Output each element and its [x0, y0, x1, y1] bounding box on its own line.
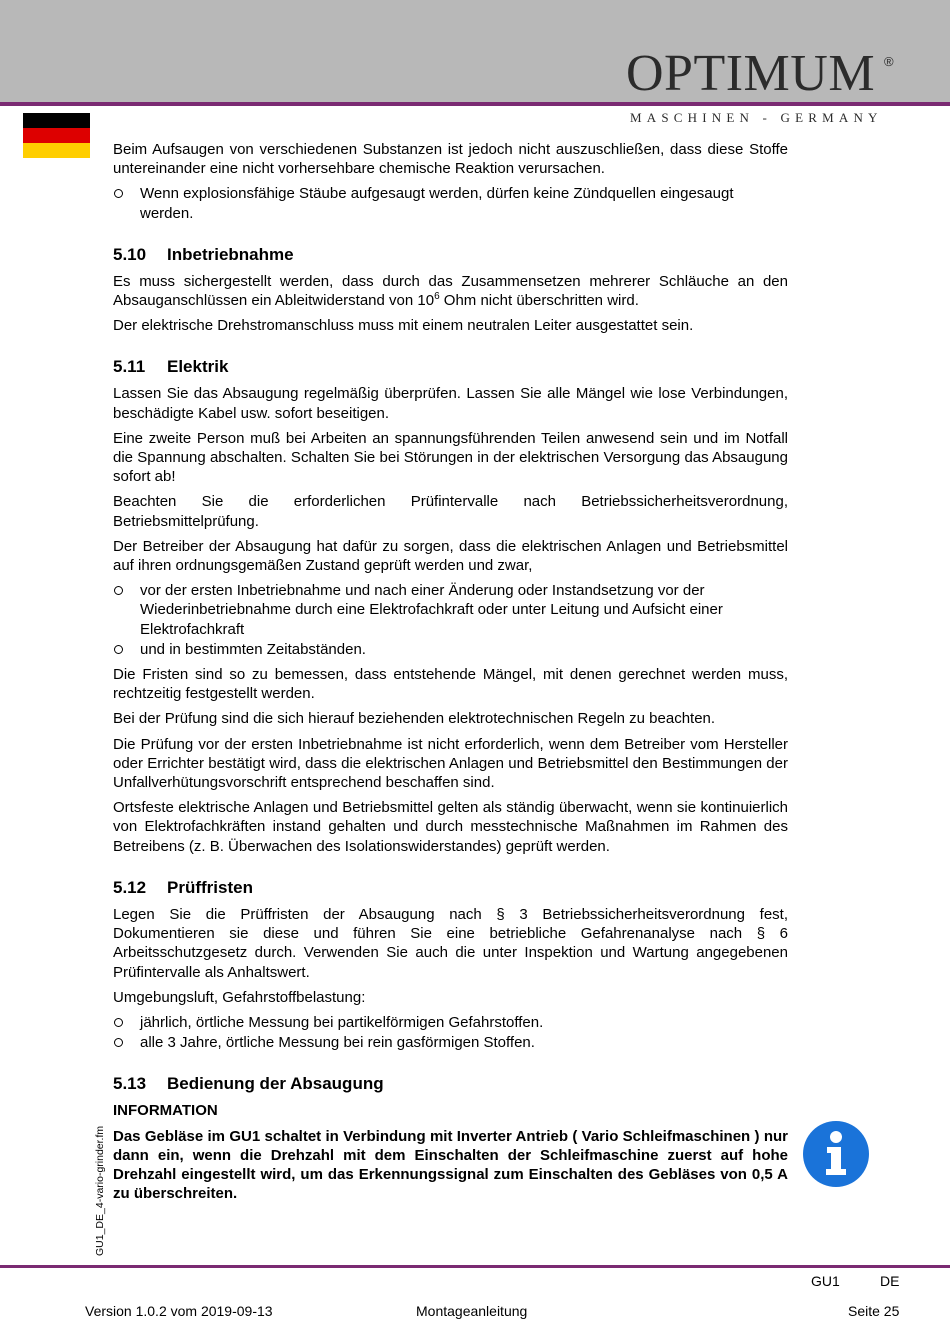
flag-stripe-black: [23, 113, 90, 128]
brand-subtitle: MASCHINEN - GERMANY: [630, 110, 883, 125]
paragraph-text: Ohm nicht überschritten wird.: [439, 292, 639, 310]
paragraph: Umgebungsluft, Gefahrstoffbelastung:: [113, 988, 366, 1006]
german-flag-icon: [23, 113, 90, 158]
paragraph: Lassen Sie das Absaugung regelmäßig überprüfen. Lassen Sie alle Mängel wie lose Verbindungen, beschädigte Kabel usw. sofort beseitigen.: [113, 385, 788, 422]
footer-page-number: Seite 25: [848, 1303, 900, 1319]
bullet-icon: [114, 189, 123, 198]
section-heading-5-11: [113, 356, 788, 378]
bullet-icon: [114, 586, 123, 595]
footer-doc-type: Montageanleitung: [416, 1303, 528, 1319]
section-title: Prüffristen: [167, 877, 253, 897]
flag-stripe-red: [23, 128, 90, 143]
paragraph: Eine zweite Person muß bei Arbeiten an spannungsführenden Teilen anwesend sein und im Notfall die Spannung abschalten. Schalten Sie bei Störungen in der elektrischen Versorgung das Absaugung sofort ab!: [113, 429, 788, 486]
section-heading-5-13: [113, 1073, 788, 1095]
paragraph: Der Betreiber der Absaugung hat dafür zu sorgen, dass die elektrischen Anlagen und Betriebsmittel auf ihren ordnungsgemäßen Zustand geprüft werden und zwar,: [113, 537, 788, 575]
section-title: Bedienung der Absaugung: [167, 1074, 384, 1094]
paragraph: Beachten Sie die erforderlichen Prüfintervalle nach Betriebssicherheitsverordnung, Betriebsmittelprüfung.: [113, 493, 788, 530]
footer-language: DE: [880, 1273, 900, 1289]
section-title: Elektrik: [167, 357, 229, 377]
bullet-icon: [114, 1018, 123, 1027]
paragraph: Die Fristen sind so zu bemessen, dass entstehende Mängel, mit denen gerechnet werden muss, rechtzeitig festgestellt werden.: [113, 666, 788, 703]
footer-version: Version 1.0.2 vom 2019-09-13: [85, 1303, 273, 1319]
paragraph: Legen Sie die Prüffristen der Absaugung nach § 3 Betriebssicherheitsverordnung fest, Dokumentieren sie diese und führen Sie eine betriebliche Gefahrenanalyse nach § 6 Arbeitsschutzgesetz durch. Verwenden Sie auch die unter Inspektion und Wartung angegebenen Prüfintervalle als Anhaltswert.: [113, 905, 788, 981]
list-item: [113, 640, 788, 659]
paragraph: [113, 272, 788, 310]
list-item-text: vor der ersten Inbetriebnahme und nach einer Änderung oder Instandsetzung vor der Wiederinbetriebnahme durch eine Elektrofachkraft oder unter Leitung und Aufsicht einer Elektrofachkraft: [140, 582, 723, 638]
bullet-icon: [114, 1038, 123, 1047]
footer-model: GU1: [811, 1273, 840, 1289]
header-divider: [0, 102, 950, 106]
document-file-label: GU1_DE_4-vario-grinder.fm: [94, 1125, 106, 1256]
section-number: 5.11: [113, 357, 146, 377]
paragraph: Bei der Prüfung sind die sich hierauf beziehenden elektrotechnischen Regeln zu beachten.: [113, 710, 716, 728]
paragraph: Der elektrische Drehstromanschluss muss mit einem neutralen Leiter ausgestattet sein.: [113, 317, 694, 335]
info-icon: [802, 1120, 870, 1188]
brand-registered-mark: ®: [884, 54, 894, 69]
list-item: [113, 581, 788, 639]
list-item: [113, 184, 788, 222]
section-number: 5.10: [113, 244, 147, 264]
bullet-list: [113, 1013, 788, 1052]
exponent: 6: [434, 291, 440, 303]
paragraph: Ortsfeste elektrische Anlagen und Betriebsmittel gelten als ständig überwacht, wenn sie kontinuierlich von Elektrofachkräften instand gehalten und durch messtechnische Maßnahmen im Rahmen des Betreibens (z. B. Überwachen des Isolationswiderstandes) geprüft werden.: [113, 799, 788, 855]
section-heading-5-12: [113, 877, 788, 899]
flag-stripe-gold: [23, 143, 90, 158]
list-item-text: Wenn explosionsfähige Stäube aufgesaugt werden, dürfen keine Zündquellen eingesaugt werden.: [140, 185, 734, 222]
footer-divider: [0, 1265, 950, 1268]
intro-paragraph: Beim Aufsaugen von verschiedenen Substanzen ist jedoch nicht auszuschließen, dass diese Stoffe untereinander eine nicht vorhersehbare chemische Reaktion verursachen.: [113, 141, 788, 178]
section-title: Inbetriebnahme: [167, 244, 294, 264]
section-number: 5.12: [113, 877, 147, 897]
list-item: [113, 1013, 788, 1032]
brand-logo: OPTIMUM: [626, 45, 876, 102]
page-content: [113, 140, 788, 1213]
list-item-text: alle 3 Jahre, örtliche Messung bei rein gasförmigen Stoffen.: [140, 1034, 535, 1052]
section-heading-5-10: [113, 244, 788, 266]
paragraph: Die Prüfung vor der ersten Inbetriebnahme ist nicht erforderlich, wenn dem Betreiber vom Hersteller oder Errichter bestätigt wird, dass die elektrischen Anlagen und Betriebsmittel den Bestimmungen der Unfallverhütungsvorschrift entsprechend beschaffen sind.: [113, 735, 788, 792]
info-text: Das Gebläse im GU1 schaltet in Verbindung mit Inverter Antrieb ( Vario Schleifmaschinen ) nur dann ein, wenn die Drehzahl mit dem Einschalten der Schleifmaschine zuerst auf hohe Drehzahl eingestellt wird, um das Erkennungssignal zum Einschalten des Gebläses von 0,5 A zu überschreiten.: [113, 1127, 788, 1203]
section-number: 5.13: [113, 1074, 147, 1094]
list-item-text: jährlich, örtliche Messung bei partikelförmigen Gefahrstoffen.: [140, 1013, 544, 1031]
bullet-list: [113, 581, 788, 659]
intro-bullet-list: [113, 184, 788, 222]
list-item-text: und in bestimmten Zeitabständen.: [140, 640, 366, 658]
list-item: [113, 1033, 788, 1052]
info-label: INFORMATION: [113, 1102, 218, 1120]
paragraph-text: Es muss sichergestellt werden, dass durch das Zusammensetzen mehrerer Schläuche an den Absauganschlüssen ein Ableitwiderstand von 10: [113, 272, 788, 310]
bullet-icon: [114, 645, 123, 654]
